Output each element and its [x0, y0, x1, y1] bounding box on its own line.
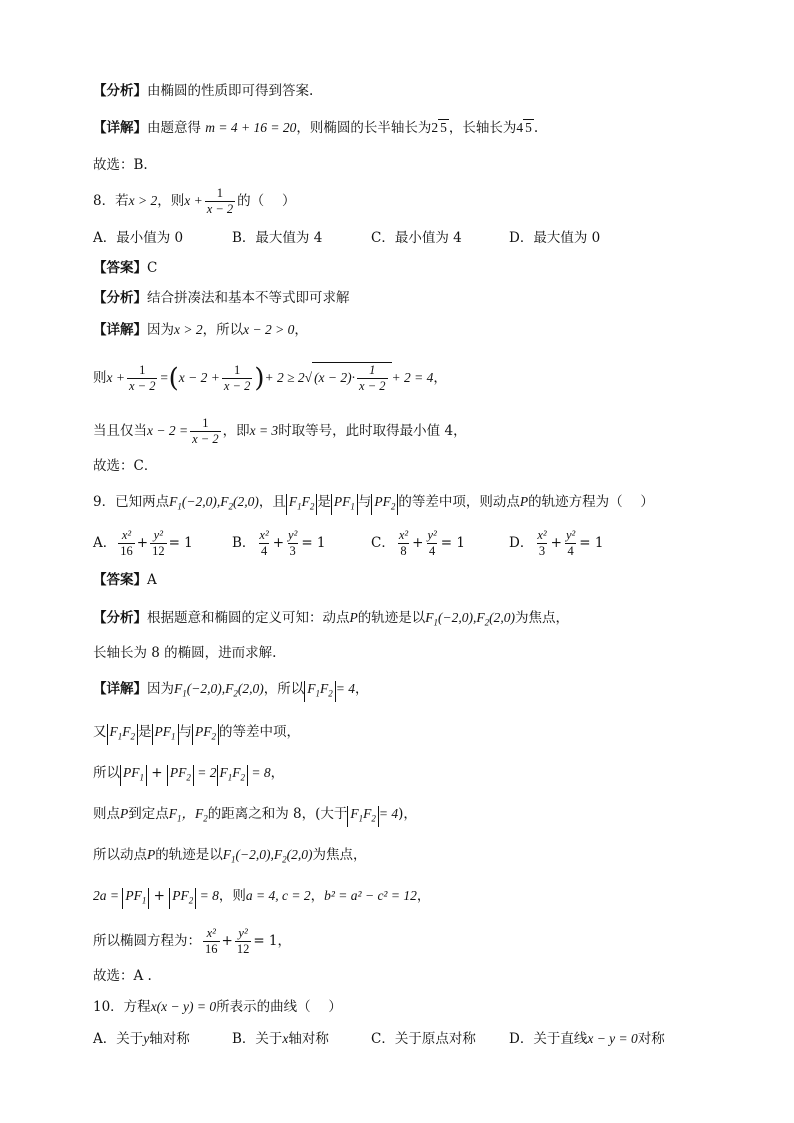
q9-option-b: B． $\frac{\text{x²}}{4}$ + $\frac{\text{y²}}{3}$ = 1 — [232, 528, 326, 558]
q7-analysis-text: 由椭圆的性质即可得到答案. — [147, 83, 314, 99]
q8-option-d: D．最大值为 0 — [509, 230, 601, 246]
q9-detail-4: 则点P到定点$F_1$，$F_2$的距离之和为 8，(大于 $F_1F_2 = 4$)， — [93, 804, 417, 829]
q8-answer: 【答案】C — [93, 260, 158, 276]
q9-analysis-2: 长轴长为 8 的椭圆，进而求解. — [93, 645, 277, 661]
q7-major: 4 5 — [516, 120, 532, 135]
q8-analysis: 【分析】结合拼凑法和基本不等式即可求解 — [93, 290, 350, 306]
detail-tag: 【详解】 — [93, 120, 147, 136]
q9-answer: 【答案】A — [93, 572, 157, 588]
q8-equality: 当且仅当x − 2 = $\frac{1}{x - 2}$ ，即x = 3时取等号，此时取得最小值 4， — [93, 416, 467, 446]
q8-option-b: B．最大值为 4 — [232, 230, 323, 246]
q8-choice: 故选：C． — [93, 458, 158, 474]
q8-detail: 【详解】因为x > 2，所以x − 2 > 0， — [93, 322, 308, 338]
q7-equation: m = 4 + 16 = 20 — [205, 120, 297, 135]
q9-analysis: 【分析】根据题意和椭圆的定义可知：动点P的轨迹是以$F_1(-2,0),F_2(2,0)$为焦点， — [93, 610, 569, 628]
q8-option-c: C．最小值为 4 — [371, 230, 462, 246]
q8-derivation: 则x + $\frac{1}{x - 2}$ =(x − 2 + $\frac{1}{x - 2}$ )+ 2 ≥ 2√ (x − 2)· $\frac{1}{x - 2}$ + 2 = 4， — [93, 363, 447, 394]
fraction: $\frac{1}{x - 2}$ — [206, 186, 234, 216]
q10-option-d: D．关于直线x − y = 0对称 — [509, 1031, 665, 1047]
q8-stem: 8．若x > 2，则x + $\frac{1}{x - 2}$ 的（ ） — [93, 186, 296, 216]
q10-stem: 10．方程x(x − y) = 0所表示的曲线（ ） — [93, 999, 342, 1015]
q7-analysis — [93, 81, 313, 101]
q8-answer-value: C — [147, 260, 158, 276]
q9-option-c: C． $\frac{\text{x²}}{8}$ + $\frac{\text{y²}}{4}$ = 1 — [371, 528, 465, 558]
q9-detail-2: 又 $F_1F_2$ 是 $PF_1$ 与 $PF_2$ 的等差中项， — [93, 722, 300, 745]
q9-detail-3: 所以 $PF_1 + PF_2 = 2$ $F_1F_2 = 8$， — [93, 763, 284, 786]
q9-answer-value: A — [147, 572, 157, 588]
q7-semi-major: 2 5 — [431, 120, 447, 135]
q10-option-b: B．关于x轴对称 — [232, 1031, 329, 1047]
q9-option-a: A． $\frac{\text{x²}}{16}$ + $\frac{\text{y²}}{12}$ = 1 — [93, 528, 193, 558]
q9-option-d: D． $\frac{\text{x²}}{3}$ + $\frac{\text{y²}}{4}$ = 1 — [509, 528, 604, 558]
q9-detail-7: 所以椭圆方程为： $\frac{\text{x²}}{16}$ + $\frac{\text{y²}}{12}$ = 1， — [93, 926, 292, 956]
q7-detail: 【详解】由题意得 m = 4 + 16 = 20，则椭圆的长半轴长为2 5 ，长轴长为4 5 . — [93, 120, 539, 136]
q8-option-a: A．最小值为 0 — [93, 230, 184, 246]
q7-choice: 故选：B. — [93, 157, 148, 173]
q9-detail-6: $2a = PF_1 + PF_2 = 8$，则a = 4, c = 2，b² = a² − c² = 12， — [93, 886, 430, 909]
q9-stem: 9．已知两点$F_1(-2,0),F_2(2,0)$，且 $F_1F_2$ 是 $PF_1$ 与 $PF_2$ 的等差中项，则动点P的轨迹方程为（ ） — [93, 492, 654, 517]
q9-detail: 【详解】因为$F_1(-2,0),F_2(2,0)$，所以 $F_1F_2 = 4$， — [93, 679, 368, 704]
q10-option-a: A．关于y轴对称 — [93, 1031, 190, 1047]
q9-detail-5: 所以动点P的轨迹是以$F_1(-2,0),F_2(2,0)$为焦点， — [93, 847, 367, 865]
analysis-tag: 【分析】 — [93, 83, 147, 99]
q10-option-c: C．关于原点对称 — [371, 1031, 476, 1047]
q9-choice: 故选：A . — [93, 968, 152, 984]
